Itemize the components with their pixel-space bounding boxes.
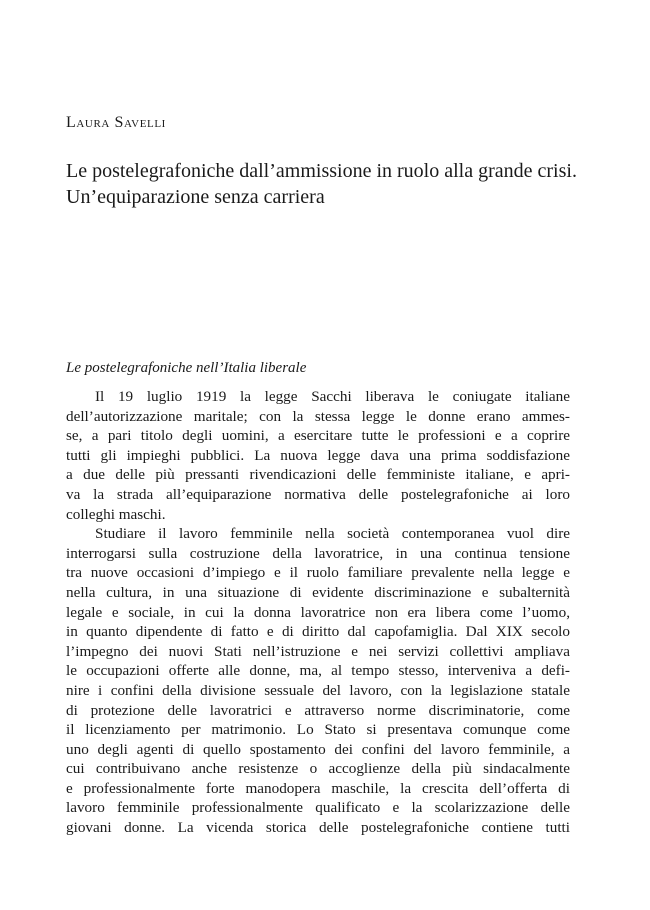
title-line: Le postelegrafoniche dall’ammissione in ruolo alla grande crisi.: [66, 160, 577, 182]
paragraph-line: in quanto dipendente di fatto e di diritto dal capofamiglia. Dal XIX secolo: [66, 623, 570, 641]
paragraph-line: cui contribuivano anche resistenze o accoglienze della più sindacalmente: [66, 760, 570, 778]
paragraph-line: a due delle più pressanti rivendicazioni delle femministe italiane, e apri-: [66, 466, 570, 484]
paragraph-line: giovani donne. La vicenda storica delle postelegrafoniche contiene tutti: [66, 819, 570, 837]
paragraph-line: lavoro femminile professionalmente qualificato e la scolarizzazione delle: [66, 799, 570, 817]
paragraph-line: dell’autorizzazione maritale; con la stessa legge le donne erano ammes-: [66, 407, 570, 425]
paragraph-line: il licenziamento per matrimonio. Lo Stato si presentava comunque come: [66, 721, 570, 739]
article-title: [66, 158, 586, 210]
paragraph-line: nire i confini della divisione sessuale del lavoro, con la legislazione statale: [66, 681, 570, 699]
paragraph-line: nella cultura, in una situazione di evidente discriminazione e subalternità: [66, 583, 570, 601]
paragraph-line: legale e sociale, in cui la donna lavoratrice non era libera come l’uomo,: [66, 603, 570, 621]
title-line: Un’equiparazione senza carriera: [66, 186, 325, 208]
paragraph-line: le occupazioni offerte alle donne, ma, al tempo stesso, interveniva a defi-: [66, 662, 570, 680]
paragraph-line: colleghi maschi.: [66, 505, 166, 523]
body-text: [66, 387, 570, 838]
paragraph-line: e professionalmente forte manodopera maschile, la crescita dell’offerta di: [66, 779, 570, 797]
section-heading: Le postelegrafoniche nell’Italia liberale: [66, 360, 307, 376]
paragraph-line: uno degli agenti di quello spostamento dei confini del lavoro femminile, a: [66, 740, 570, 758]
paragraph-line: Studiare il lavoro femminile nella società contemporanea vuol dire: [95, 525, 570, 543]
paragraph-line: di protezione delle lavoratrici e attraverso norme discriminatorie, come: [66, 701, 570, 719]
paragraph-line: va la strada all’equiparazione normativa delle postelegrafoniche ai loro: [66, 485, 570, 503]
paragraph-line: se, a pari titolo degli uomini, a esercitare tutte le professioni e a coprire: [66, 427, 570, 445]
paragraph-line: Il 19 luglio 1919 la legge Sacchi liberava le coniugate italiane: [95, 388, 570, 405]
author-name: Laura Savelli: [66, 114, 166, 131]
paragraph-line: tra nuove occasioni d’impiego e il ruolo familiare prevalente nella legge e: [66, 564, 570, 582]
paragraph-line: l’impegno dei nuovi Stati nell’istruzione e nei servizi collettivi ampliava: [66, 642, 570, 660]
paragraph-line: interrogarsi sulla costruzione della lavoratrice, in una continua tensione: [66, 544, 570, 562]
paragraph-line: tutti gli impieghi pubblici. La nuova legge dava una prima soddisfazione: [66, 446, 570, 464]
